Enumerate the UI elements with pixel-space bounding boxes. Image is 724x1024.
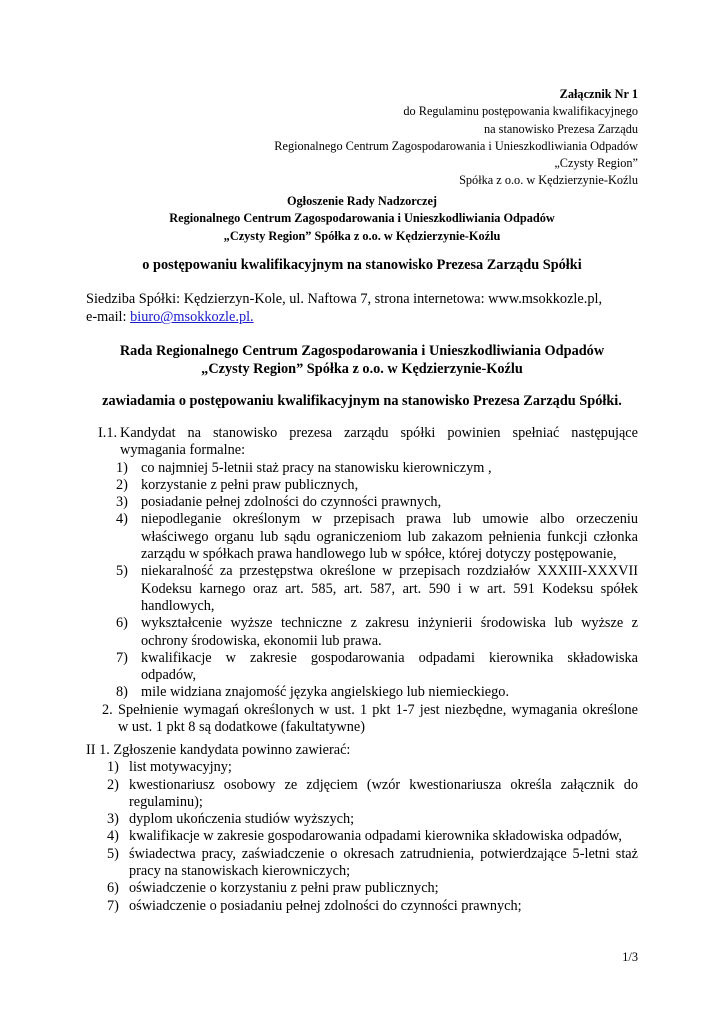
page-number: 1/3 (622, 950, 638, 964)
list-item-cont: zarządu w spółkach prawa handlowego lub w spółce, której dotyczy postępowanie, (141, 546, 617, 563)
list-item: niepodleganie określonym w przepisach prawa lub umowie albo orzeczeniu (141, 511, 638, 528)
list-item: świadectwa pracy, zaświadczenie o okresach zatrudnienia, potwierdzające 5-letni staż (129, 845, 638, 862)
list-item-cont: handlowych, (141, 597, 215, 614)
section-1-number: I.1. (98, 425, 118, 441)
list-item: mile widziana znajomość języka angielskiego lub niemieckiego. (141, 684, 510, 701)
list-item-number: 4) (116, 511, 128, 528)
list-item-cont: pracy na stanowiskach kierowniczych; (129, 863, 351, 880)
board-line: Rada Regionalnego Centrum Zagospodarowania i Unieszkodliwiania Odpadów (119, 343, 605, 359)
attachment-header (274, 86, 638, 190)
list-item-number: 6) (116, 615, 128, 632)
section-1-intro-cont: wymagania formalne: (120, 442, 246, 459)
paragraph-2: Spełnienie wymagań określonych w ust. 1 pkt 1-7 jest niezbędne, wymagania określone (118, 701, 638, 718)
list-item: niekaralność za przestępstwa określone w przepisach rozdziałów XXXIII-XXXVII (141, 563, 638, 580)
section-1-intro: Kandydat na stanowisko prezesa zarządu spółki powinien spełniać następujące (120, 425, 638, 441)
list-item: kwalifikacje w zakresie gospodarowania odpadami kierownika składowiska (141, 649, 638, 666)
list-item-number: 2) (107, 776, 119, 793)
list-item-number: 8) (116, 684, 128, 701)
list-item: kwestionariusz osobowy ze zdjęciem (wzór kwestionariusza określa załącznik do (129, 776, 638, 793)
list-item-number: 1) (116, 459, 128, 476)
list-item-number: 5) (107, 845, 119, 862)
subject-heading: o postępowaniu kwalifikacyjnym na stanowisko Prezesa Zarządu Spółki (142, 257, 582, 273)
list-item-number: 4) (107, 828, 119, 845)
list-item: korzystanie z pełni praw publicznych, (141, 476, 359, 493)
attachment-line: na stanowisko Prezesa Zarządu (484, 121, 638, 136)
attachment-title: Załącznik Nr 1 (559, 87, 638, 101)
list-item-number: 6) (107, 880, 119, 897)
list-item-number: 3) (116, 494, 128, 511)
announcement-line: Regionalnego Centrum Zagospodarowania i Unieszkodliwiania Odpadów (169, 211, 555, 226)
paragraph-number: 2. (102, 701, 113, 718)
announcement-heading (0, 193, 724, 245)
list-item-number: 7) (107, 897, 119, 914)
company-seat (86, 290, 602, 326)
attachment-line: do Regulaminu postępowania kwalifikacyjnego (403, 104, 638, 119)
announcement-line: „Czysty Region” Spółka z o.o. w Kędzierzynie-Koźlu (223, 228, 501, 243)
list-item-cont: Kodeksu karnego oraz art. 585, art. 587, art. 590 i w art. 591 Kodeksu spółek (141, 580, 638, 597)
list-item-cont: regulaminu); (129, 793, 203, 810)
board-heading (0, 342, 724, 378)
section-1 (86, 425, 638, 736)
list-item: oświadczenie o posiadaniu pełnej zdolności do czynności prawnych; (129, 897, 522, 914)
list-item-number: 5) (116, 563, 128, 580)
email-link[interactable]: biuro@msokkozle.pl. (130, 309, 254, 325)
list-item-number: 3) (107, 811, 119, 828)
list-item: list motywacyjny; (129, 759, 232, 776)
paragraph-2-cont: w ust. 1 pkt 8 są dodatkowe (fakultatywne) (118, 719, 365, 736)
list-item-number: 7) (116, 649, 128, 666)
email-label: e-mail: (86, 309, 131, 325)
section-2 (86, 742, 638, 915)
list-item: oświadczenie o korzystaniu z pełni praw publicznych; (129, 880, 439, 897)
list-item: wykształcenie wyższe techniczne z zakresu inżynierii środowiska lub wyższe z (141, 615, 638, 632)
list-item: kwalifikacje w zakresie gospodarowania odpadami kierownika składowiska odpadów, (129, 828, 622, 845)
list-item-cont: odpadów, (141, 667, 197, 684)
list-item-cont: ochrony środowiska, ekonomii lub prawa. (141, 632, 382, 649)
requirements-list (86, 460, 638, 702)
board-line: „Czysty Region” Spółka z o.o. w Kędzierzynie-Koźlu (201, 361, 523, 377)
notification-heading: zawiadamia o postępowaniu kwalifikacyjnym na stanowisko Prezesa Zarządu Spółki. (102, 393, 622, 409)
attachment-line: Spółka z o.o. w Kędzierzynie-Koźlu (459, 173, 638, 188)
list-item-cont: właściwego organu lub sądu ograniczeniom lub zakazom pełnienia funkcji członka (141, 528, 638, 545)
section-2-heading: II 1. Zgłoszenie kandydata powinno zawierać: (86, 742, 351, 758)
list-item: dyplom ukończenia studiów wyższych; (129, 811, 355, 828)
attachment-line: Regionalnego Centrum Zagospodarowania i Unieszkodliwiania Odpadów (274, 138, 638, 153)
seat-address: Siedziba Spółki: Kędzierzyn-Kole, ul. Naftowa 7, strona internetowa: www.msokkozle.pl, (86, 291, 603, 307)
list-item-number: 2) (116, 476, 128, 493)
documents-list (86, 759, 638, 915)
list-item-number: 1) (107, 759, 119, 776)
list-item: posiadanie pełnej zdolności do czynności prawnych, (141, 494, 442, 511)
announcement-line: Ogłoszenie Rady Nadzorczej (286, 194, 438, 208)
list-item: co najmniej 5-letnii staż pracy na stanowisku kierowniczym , (141, 459, 492, 476)
attachment-line: „Czysty Region” (554, 156, 638, 171)
